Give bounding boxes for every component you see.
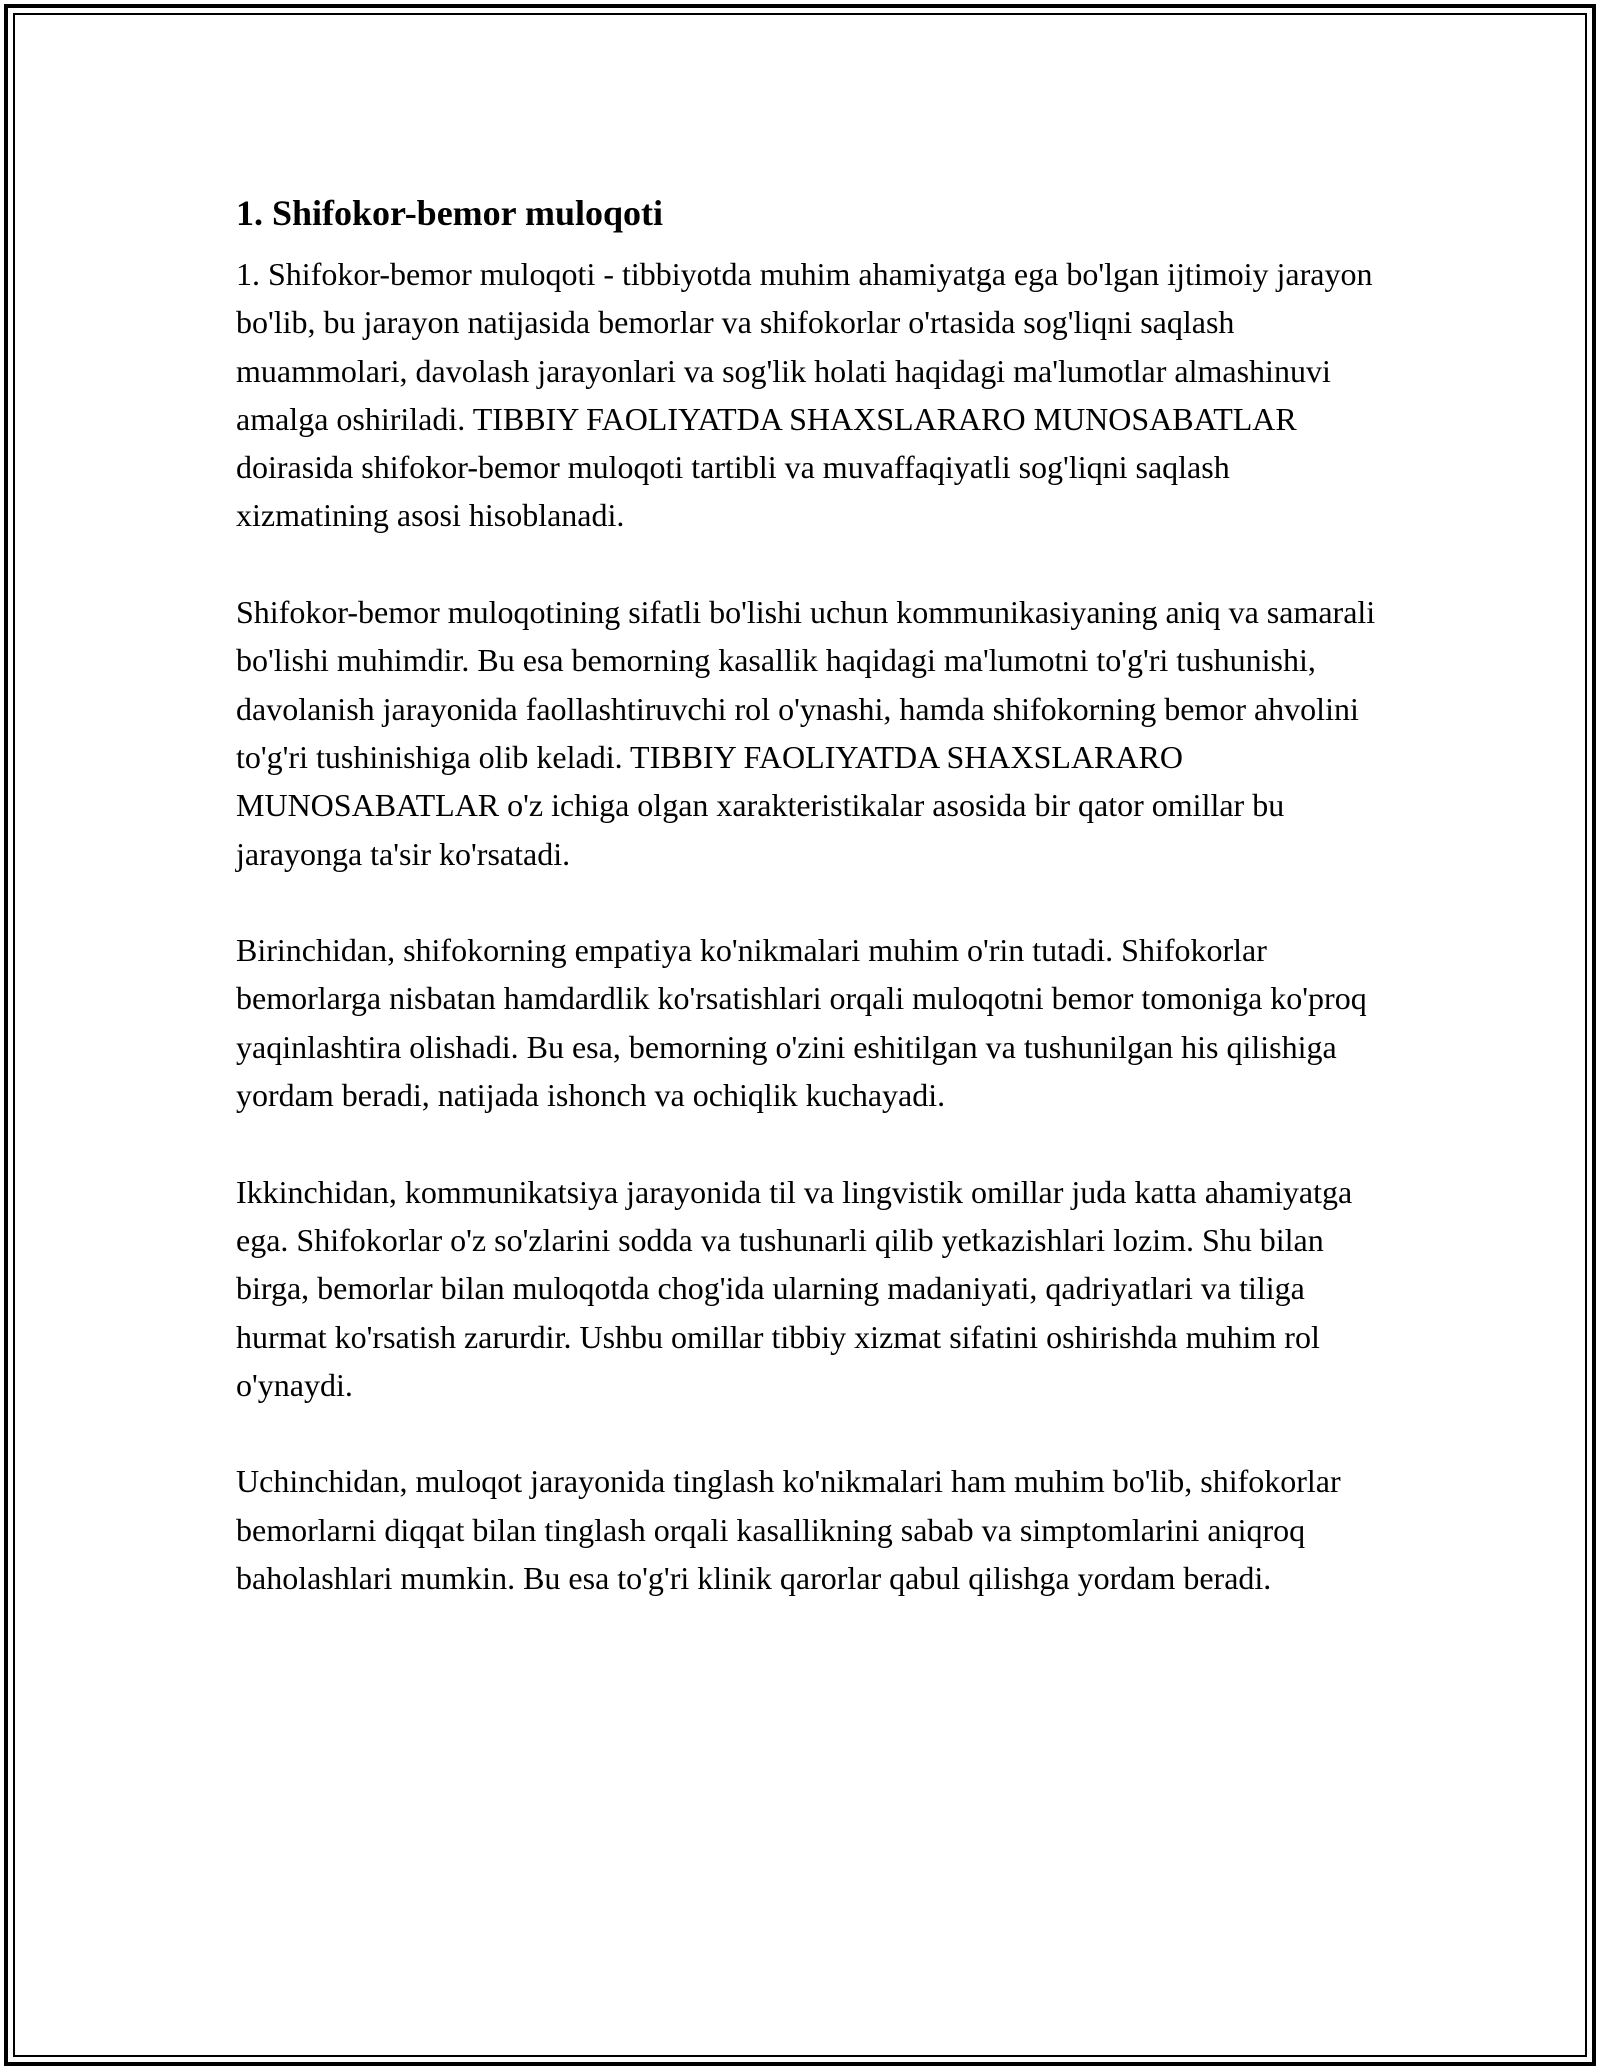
paragraph-listening: Uchinchidan, muloqot jarayonida tinglash ko'nikmalari ham muhim bo'lib, shifokorlar bemorlarni diqqat bilan tinglash orqali kasallikning sabab va simptomlarini aniqroq baholashlari mumkin. Bu esa to'g'ri klinik qarorlar qabul qilishga yordam beradi. [236,1463,1341,1597]
paragraph-empathy: Birinchidan, shifokorning empatiya ko'nikmalari muhim o'rin tutadi. Shifokorlar bemorlarga nisbatan hamdardlik ko'rsatishlari orqali muloqotni bemor tomoniga ko'proq yaqinlashtira olishadi. Bu esa, bemorning o'zini eshitilgan va tushunilgan his qilishiga yordam beradi, natijada ishonch va ochiqlik kuchayadi. [236,932,1367,1114]
document-body [236,188,1376,1651]
paragraph-language: Ikkinchidan, kommunikatsiya jarayonida til va lingvistik omillar juda katta ahamiyatga ega. Shifokorlar o'z so'zlarini sodda va tushunarli qilib yetkazishlari lozim. Shu bilan birga, bemorlar bilan muloqotda chog'ida ularning madaniyati, qadriyatlari va tiliga hurmat ko'rsatish zarurdir. Ushbu omillar tibbiy xizmat sifatini oshirishda muhim rol o'ynaydi. [236,1173,1353,1403]
paragraph-communication-quality: Shifokor-bemor muloqotining sifatli bo'lishi uchun kommunikasiyaning aniq va samarali bo'lishi muhimdir. Bu esa bemorning kasallik haqidagi ma'lumotni to'g'ri tushunishi, davolanish jarayonida faollashtiruvchi rol o'ynashi, hamda shifokorning bemor ahvolini to'g'ri tushinishiga olib keladi. TIBBIY FAOLIYATDA SHAXSLARARO MUNOSABATLAR o'z ichiga olgan xarakteristikalar asosida bir qator omillar bu jarayonga ta'sir ko'rsatadi. [236,594,1376,872]
paragraph-intro: 1. Shifokor-bemor muloqoti - tibbiyotda muhim ahamiyatga ega bo'lgan ijtimoiy jarayon bo'lib, bu jarayon natijasida bemorlar va shifokorlar o'rtasida sog'liqni saqlash muammolari, davolash jarayonlari va sog'lik holati haqidagi ma'lumotlar almashinuvi amalga oshiriladi. TIBBIY FAOLIYATDA SHAXSLARARO MUNOSABATLAR doirasida shifokor-bemor muloqoti tartibli va muvaffaqiyatli sog'liqni saqlash xizmatining asosi hisoblanadi. [236,256,1373,534]
document-title: 1. Shifokor-bemor muloqoti [236,193,664,233]
